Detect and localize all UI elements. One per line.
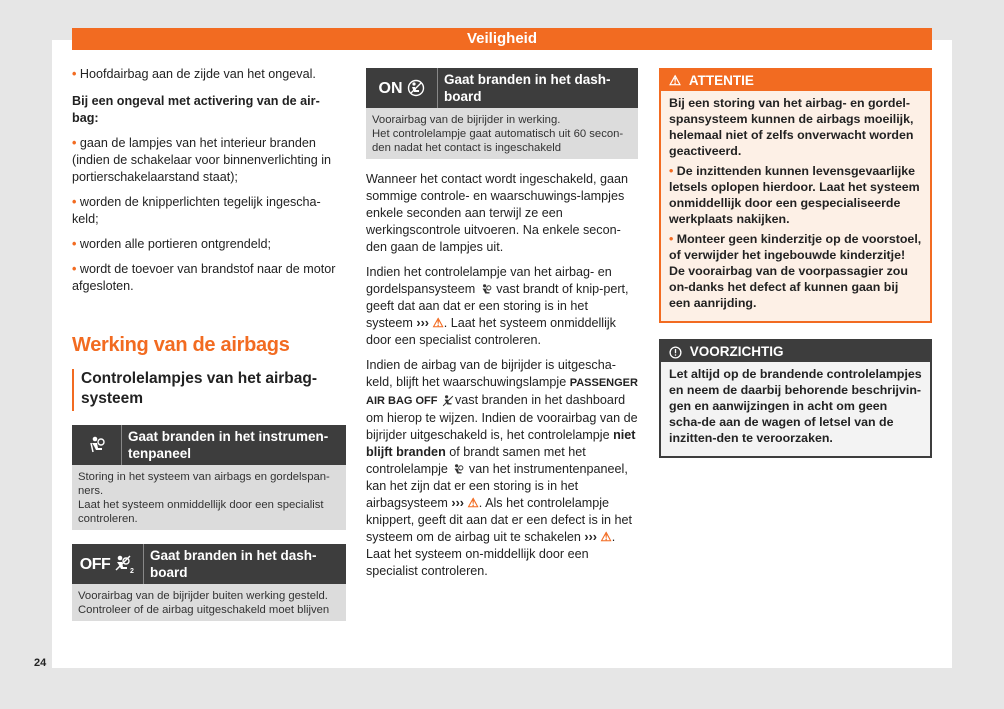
airbag-seat-icon (72, 425, 122, 465)
warning-triangle-icon: ⚠ (600, 530, 612, 544)
warning-body: Bij een storing van het airbag- en gordel-spansysteem kunnen de airbags moeilijk, helemaal niet of zelfs onverwacht worden geactiveerd. • De inzittenden kunnen levensgevaarlijke letsels oplopen hierdoor. Laat het systeem onmiddellijk door een gespecialiseerde werkplaats nakijken. • Monteer geen kinderzitje op de voorstoel, of verwijder het ingebouwde kinderzitje! De voorairbag van de voorpassagier zou on-danks het defect af kunnen gaan bij een aanrijding. (661, 91, 930, 321)
paragraph: Indien het controlelampje van het airbag- en gordelspansysteem vast brandt of knip-pert, geeft dat aan dat er een storing is in het systeem ››› ⚠. Laat het systeem onmiddellijk door een specialist controleren. (366, 265, 629, 347)
lamp-table-instrument (72, 425, 346, 530)
list-item: • gaan de lampjes van het interieur branden (indien de schakelaar voor binnenverlichting in portierschakelaarstand staat); (72, 136, 332, 184)
warning-triangle-icon: ⚠ (669, 73, 682, 88)
list-item: • worden de knipperlichten tegelijk ingescha-keld; (72, 195, 321, 226)
column-middle (366, 68, 638, 588)
lamp-title: Gaat branden in het dash-board (444, 72, 611, 104)
column-left (72, 66, 346, 635)
caution-body: Let altijd op de brandende controlelampjes en neem de daarbij behorende beschrijvin-gen en aanwijzingen in acht om geen scha-de aan de wagen of letsel van de inzitten-den te veroorzaken. (661, 362, 930, 456)
list-item: • worden alle portieren ontgrendeld; (72, 237, 272, 251)
lamp-title: Gaat branden in het dash-board (150, 548, 317, 580)
svg-text:2: 2 (130, 568, 135, 574)
lamp-table-passenger-on (366, 68, 638, 159)
warning-triangle-icon: ⚠ (467, 496, 479, 510)
passenger-airbag-off-icon (441, 393, 455, 407)
list-item: • wordt de toevoer van brandstof naar de motor afgesloten. (72, 262, 336, 293)
paragraph: Indien de airbag van de bijrijder is uitgescha-keld, blijft het waarschuwingslampje PASSENGER AIR BAG OFF vast branden in het dashboard om hierop te wijzen. Indien de voorairbag van de bijrijder uitgeschakeld is, het controlelampje niet blijft branden of brandt samen met het controlelampje van het instrumentenpaneel, kan het zijn dat er een storing is in het airbagsysteem ››› ⚠. Als het controlelampje knippert, geeft dit aan dat er een defect is in het systeem om de airbag uit te schakelen ››› ⚠. Laat het systeem on-middellijk door een specialist controleren. (366, 358, 638, 578)
lamp-description: Voorairbag van de bijrijder in werking. Het controlelampje gaat automatisch uit 60 secon-den nadat het contact is ingeschakeld (366, 108, 638, 159)
passenger-airbag-off-label: PASSENGER AIR BAG OFF (366, 377, 638, 407)
warning-header: ⚠ ATTENTIE (661, 70, 930, 91)
caution-box (659, 339, 932, 458)
subsection-title: Controlelampjes van het airbag-systeem (72, 369, 346, 411)
list-item: • De inzittenden kunnen levensgevaarlijke letsels oplopen hierdoor. Laat het systeem onmiddellijk door een gespecialiseerde werkplaats nakijken. (669, 164, 920, 226)
passenger-airbag-off-icon: OFF 2 (72, 544, 144, 584)
paragraph: Wanneer het contact wordt ingeschakeld, gaan sommige controle- en waarschuwings-lampjes enkele seconden aan terwijl ze een werkingscontrole uitvoeren. Na enkele secon-den gaan de lampjes uit. (366, 172, 629, 254)
chapter-header: Veiligheid (72, 28, 932, 50)
cross-reference-arrows: ››› (584, 530, 597, 544)
lamp-description: Voorairbag van de bijrijder buiten werking gesteld. Controleer of de airbag uitgeschakeld moet blijven (72, 584, 346, 621)
caution-header: VOORZICHTIG (661, 341, 930, 362)
lamp-title: Gaat branden in het instrumen-tenpaneel (128, 429, 329, 461)
section-title: Werking van de airbags (72, 334, 290, 356)
accident-heading: Bij een ongeval met activering van de air-bag: (72, 94, 320, 125)
warning-box (659, 68, 932, 323)
page-number: 24 (34, 657, 47, 669)
column-right (659, 68, 932, 458)
cross-reference-arrows: ››› (416, 316, 429, 330)
info-circle-icon (669, 344, 682, 359)
lamp-description: Storing in het systeem van airbags en gordelspan-ners. Laat het systeem onmiddellijk door een specialist controleren. (72, 465, 346, 530)
list-item: • Hoofdairbag aan de zijde van het ongeval. (72, 67, 316, 81)
airbag-seat-icon (479, 282, 493, 296)
lamp-table-passenger-off (72, 544, 346, 621)
airbag-seat-icon (451, 462, 465, 476)
list-item: • Monteer geen kinderzitje op de voorstoel, of verwijder het ingebouwde kinderzitje! De voorairbag van de voorpassagier zou on-danks het defect af kunnen gaan bij een aanrijding. (669, 232, 922, 310)
passenger-airbag-on-icon: ON (366, 68, 438, 108)
warning-triangle-icon: ⚠ (432, 316, 444, 330)
cross-reference-arrows: ››› (451, 496, 464, 510)
